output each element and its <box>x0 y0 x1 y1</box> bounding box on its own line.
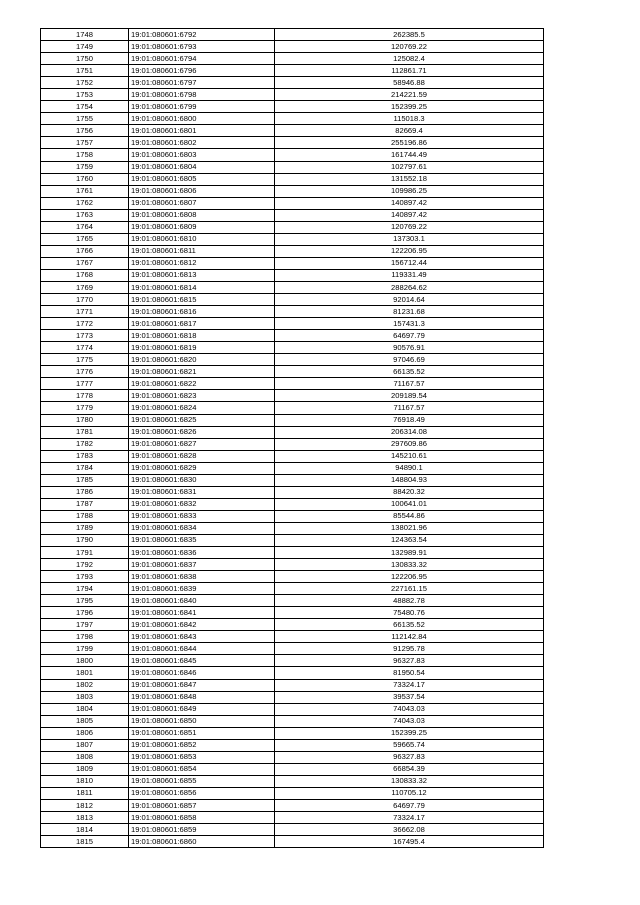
row-number-cell: 1762 <box>41 197 129 209</box>
value-cell: 297609.86 <box>275 438 544 450</box>
cadastral-number-cell: 19:01:080601:6841 <box>129 607 275 619</box>
row-number-cell: 1805 <box>41 715 129 727</box>
value-cell: 97046.69 <box>275 354 544 366</box>
value-cell: 124363.54 <box>275 534 544 546</box>
value-cell: 152399.25 <box>275 727 544 739</box>
value-cell: 130833.32 <box>275 775 544 787</box>
row-number-cell: 1800 <box>41 655 129 667</box>
cadastral-number-cell: 19:01:080601:6803 <box>129 149 275 161</box>
value-cell: 90576.91 <box>275 342 544 354</box>
table-row <box>41 631 544 643</box>
row-number-cell: 1796 <box>41 607 129 619</box>
row-number-cell: 1770 <box>41 294 129 306</box>
cadastral-number-cell: 19:01:080601:6837 <box>129 559 275 571</box>
table-row <box>41 812 544 824</box>
row-number-cell: 1771 <box>41 306 129 318</box>
value-cell: 209189.54 <box>275 390 544 402</box>
table-row <box>41 522 544 534</box>
table-row <box>41 787 544 799</box>
cadastral-number-cell: 19:01:080601:6835 <box>129 534 275 546</box>
cadastral-number-cell: 19:01:080601:6818 <box>129 330 275 342</box>
table-row <box>41 751 544 763</box>
row-number-cell: 1802 <box>41 679 129 691</box>
table-row <box>41 739 544 751</box>
cadastral-number-cell: 19:01:080601:6806 <box>129 185 275 197</box>
row-number-cell: 1810 <box>41 775 129 787</box>
cadastral-number-cell: 19:01:080601:6854 <box>129 763 275 775</box>
row-number-cell: 1780 <box>41 414 129 426</box>
cadastral-number-cell: 19:01:080601:6848 <box>129 691 275 703</box>
row-number-cell: 1766 <box>41 245 129 257</box>
value-cell: 131552.18 <box>275 173 544 185</box>
row-number-cell: 1757 <box>41 137 129 149</box>
value-cell: 130833.32 <box>275 559 544 571</box>
row-number-cell: 1790 <box>41 534 129 546</box>
value-cell: 132989.91 <box>275 547 544 559</box>
cadastral-number-cell: 19:01:080601:6809 <box>129 221 275 233</box>
row-number-cell: 1784 <box>41 462 129 474</box>
value-cell: 120769.22 <box>275 41 544 53</box>
cadastral-number-cell: 19:01:080601:6852 <box>129 739 275 751</box>
data-table <box>40 28 544 848</box>
table-row <box>41 113 544 125</box>
cadastral-number-cell: 19:01:080601:6840 <box>129 595 275 607</box>
cadastral-number-cell: 19:01:080601:6801 <box>129 125 275 137</box>
row-number-cell: 1756 <box>41 125 129 137</box>
table-row <box>41 426 544 438</box>
value-cell: 74043.03 <box>275 703 544 715</box>
cadastral-number-cell: 19:01:080601:6860 <box>129 836 275 848</box>
row-number-cell: 1776 <box>41 366 129 378</box>
value-cell: 81950.54 <box>275 667 544 679</box>
row-number-cell: 1786 <box>41 486 129 498</box>
table-row <box>41 257 544 269</box>
table-row <box>41 534 544 546</box>
table-row <box>41 655 544 667</box>
value-cell: 76918.49 <box>275 414 544 426</box>
cadastral-number-cell: 19:01:080601:6828 <box>129 450 275 462</box>
table-row <box>41 510 544 522</box>
value-cell: 161744.49 <box>275 149 544 161</box>
table-row <box>41 727 544 739</box>
cadastral-number-cell: 19:01:080601:6847 <box>129 679 275 691</box>
table-row <box>41 77 544 89</box>
value-cell: 137303.1 <box>275 233 544 245</box>
row-number-cell: 1751 <box>41 65 129 77</box>
cadastral-number-cell: 19:01:080601:6830 <box>129 474 275 486</box>
row-number-cell: 1785 <box>41 474 129 486</box>
table-row <box>41 402 544 414</box>
cadastral-number-cell: 19:01:080601:6833 <box>129 510 275 522</box>
row-number-cell: 1767 <box>41 257 129 269</box>
row-number-cell: 1772 <box>41 318 129 330</box>
table-row <box>41 438 544 450</box>
cadastral-number-cell: 19:01:080601:6804 <box>129 161 275 173</box>
value-cell: 152399.25 <box>275 101 544 113</box>
value-cell: 167495.4 <box>275 836 544 848</box>
value-cell: 85544.86 <box>275 510 544 522</box>
table-row <box>41 703 544 715</box>
cadastral-number-cell: 19:01:080601:6836 <box>129 547 275 559</box>
cadastral-number-cell: 19:01:080601:6846 <box>129 667 275 679</box>
value-cell: 74043.03 <box>275 715 544 727</box>
value-cell: 262385.5 <box>275 29 544 41</box>
row-number-cell: 1750 <box>41 53 129 65</box>
cadastral-number-cell: 19:01:080601:6844 <box>129 643 275 655</box>
table-row <box>41 474 544 486</box>
row-number-cell: 1749 <box>41 41 129 53</box>
cadastral-number-cell: 19:01:080601:6814 <box>129 281 275 293</box>
value-cell: 119331.49 <box>275 269 544 281</box>
row-number-cell: 1807 <box>41 739 129 751</box>
cadastral-number-cell: 19:01:080601:6850 <box>129 715 275 727</box>
value-cell: 112142.84 <box>275 631 544 643</box>
row-number-cell: 1797 <box>41 619 129 631</box>
cadastral-number-cell: 19:01:080601:6823 <box>129 390 275 402</box>
cadastral-number-cell: 19:01:080601:6822 <box>129 378 275 390</box>
value-cell: 115018.3 <box>275 113 544 125</box>
table-row <box>41 269 544 281</box>
value-cell: 125082.4 <box>275 53 544 65</box>
value-cell: 112861.71 <box>275 65 544 77</box>
cadastral-number-cell: 19:01:080601:6812 <box>129 257 275 269</box>
table-row <box>41 667 544 679</box>
row-number-cell: 1753 <box>41 89 129 101</box>
row-number-cell: 1813 <box>41 812 129 824</box>
row-number-cell: 1773 <box>41 330 129 342</box>
table-row <box>41 486 544 498</box>
row-number-cell: 1775 <box>41 354 129 366</box>
table-row <box>41 197 544 209</box>
row-number-cell: 1754 <box>41 101 129 113</box>
row-number-cell: 1793 <box>41 571 129 583</box>
row-number-cell: 1804 <box>41 703 129 715</box>
cadastral-number-cell: 19:01:080601:6797 <box>129 77 275 89</box>
cadastral-number-cell: 19:01:080601:6829 <box>129 462 275 474</box>
cadastral-number-cell: 19:01:080601:6800 <box>129 113 275 125</box>
cadastral-number-cell: 19:01:080601:6819 <box>129 342 275 354</box>
value-cell: 145210.61 <box>275 450 544 462</box>
value-cell: 140897.42 <box>275 209 544 221</box>
cadastral-number-cell: 19:01:080601:6851 <box>129 727 275 739</box>
cadastral-number-cell: 19:01:080601:6842 <box>129 619 275 631</box>
value-cell: 66135.52 <box>275 619 544 631</box>
value-cell: 81231.68 <box>275 306 544 318</box>
cadastral-number-cell: 19:01:080601:6858 <box>129 812 275 824</box>
value-cell: 88420.32 <box>275 486 544 498</box>
cadastral-number-cell: 19:01:080601:6815 <box>129 294 275 306</box>
table-row <box>41 390 544 402</box>
row-number-cell: 1794 <box>41 583 129 595</box>
cadastral-number-cell: 19:01:080601:6807 <box>129 197 275 209</box>
row-number-cell: 1781 <box>41 426 129 438</box>
value-cell: 122206.95 <box>275 571 544 583</box>
table-row <box>41 342 544 354</box>
table-row <box>41 414 544 426</box>
value-cell: 71167.57 <box>275 402 544 414</box>
row-number-cell: 1806 <box>41 727 129 739</box>
table-row <box>41 354 544 366</box>
row-number-cell: 1759 <box>41 161 129 173</box>
cadastral-number-cell: 19:01:080601:6805 <box>129 173 275 185</box>
row-number-cell: 1769 <box>41 281 129 293</box>
value-cell: 120769.22 <box>275 221 544 233</box>
cadastral-number-cell: 19:01:080601:6810 <box>129 233 275 245</box>
row-number-cell: 1801 <box>41 667 129 679</box>
value-cell: 109986.25 <box>275 185 544 197</box>
row-number-cell: 1783 <box>41 450 129 462</box>
row-number-cell: 1811 <box>41 787 129 799</box>
table-row <box>41 547 544 559</box>
value-cell: 75480.76 <box>275 607 544 619</box>
cadastral-number-cell: 19:01:080601:6831 <box>129 486 275 498</box>
row-number-cell: 1812 <box>41 800 129 812</box>
cadastral-number-cell: 19:01:080601:6857 <box>129 800 275 812</box>
row-number-cell: 1788 <box>41 510 129 522</box>
cadastral-number-cell: 19:01:080601:6802 <box>129 137 275 149</box>
cadastral-number-cell: 19:01:080601:6811 <box>129 245 275 257</box>
value-cell: 288264.62 <box>275 281 544 293</box>
table-row <box>41 221 544 233</box>
table-row <box>41 137 544 149</box>
table-row <box>41 318 544 330</box>
cadastral-number-cell: 19:01:080601:6849 <box>129 703 275 715</box>
table-row <box>41 161 544 173</box>
table-row <box>41 378 544 390</box>
table-row <box>41 306 544 318</box>
cadastral-number-cell: 19:01:080601:6794 <box>129 53 275 65</box>
cadastral-number-cell: 19:01:080601:6796 <box>129 65 275 77</box>
table-row <box>41 330 544 342</box>
value-cell: 73324.17 <box>275 812 544 824</box>
cadastral-number-cell: 19:01:080601:6839 <box>129 583 275 595</box>
value-cell: 64697.79 <box>275 330 544 342</box>
row-number-cell: 1803 <box>41 691 129 703</box>
table-row <box>41 233 544 245</box>
row-number-cell: 1791 <box>41 547 129 559</box>
value-cell: 255196.86 <box>275 137 544 149</box>
table-row <box>41 294 544 306</box>
value-cell: 59665.74 <box>275 739 544 751</box>
value-cell: 66135.52 <box>275 366 544 378</box>
row-number-cell: 1758 <box>41 149 129 161</box>
cadastral-number-cell: 19:01:080601:6853 <box>129 751 275 763</box>
value-cell: 36662.08 <box>275 824 544 836</box>
table-row <box>41 559 544 571</box>
table-row <box>41 101 544 113</box>
table-row <box>41 366 544 378</box>
row-number-cell: 1787 <box>41 498 129 510</box>
value-cell: 64697.79 <box>275 800 544 812</box>
row-number-cell: 1809 <box>41 763 129 775</box>
cadastral-number-cell: 19:01:080601:6792 <box>129 29 275 41</box>
table-row <box>41 619 544 631</box>
cadastral-number-cell: 19:01:080601:6832 <box>129 498 275 510</box>
value-cell: 66854.39 <box>275 763 544 775</box>
cadastral-number-cell: 19:01:080601:6793 <box>129 41 275 53</box>
row-number-cell: 1814 <box>41 824 129 836</box>
row-number-cell: 1755 <box>41 113 129 125</box>
table-row <box>41 715 544 727</box>
table-row <box>41 89 544 101</box>
row-number-cell: 1761 <box>41 185 129 197</box>
table-row <box>41 691 544 703</box>
row-number-cell: 1763 <box>41 209 129 221</box>
value-cell: 138021.96 <box>275 522 544 534</box>
cadastral-number-cell: 19:01:080601:6816 <box>129 306 275 318</box>
row-number-cell: 1764 <box>41 221 129 233</box>
value-cell: 71167.57 <box>275 378 544 390</box>
table-row <box>41 836 544 848</box>
table-row <box>41 775 544 787</box>
value-cell: 214221.59 <box>275 89 544 101</box>
cadastral-number-cell: 19:01:080601:6843 <box>129 631 275 643</box>
table-row <box>41 571 544 583</box>
value-cell: 140897.42 <box>275 197 544 209</box>
cadastral-number-cell: 19:01:080601:6824 <box>129 402 275 414</box>
row-number-cell: 1779 <box>41 402 129 414</box>
table-row <box>41 583 544 595</box>
cadastral-number-cell: 19:01:080601:6856 <box>129 787 275 799</box>
row-number-cell: 1748 <box>41 29 129 41</box>
table-row <box>41 679 544 691</box>
row-number-cell: 1789 <box>41 522 129 534</box>
table-row <box>41 65 544 77</box>
value-cell: 110705.12 <box>275 787 544 799</box>
table-row <box>41 450 544 462</box>
table-row <box>41 763 544 775</box>
row-number-cell: 1765 <box>41 233 129 245</box>
cadastral-number-cell: 19:01:080601:6813 <box>129 269 275 281</box>
row-number-cell: 1795 <box>41 595 129 607</box>
table-row <box>41 824 544 836</box>
table-row <box>41 29 544 41</box>
cadastral-number-cell: 19:01:080601:6855 <box>129 775 275 787</box>
value-cell: 227161.15 <box>275 583 544 595</box>
table-row <box>41 185 544 197</box>
cadastral-number-cell: 19:01:080601:6799 <box>129 101 275 113</box>
value-cell: 102797.61 <box>275 161 544 173</box>
table-row <box>41 41 544 53</box>
row-number-cell: 1815 <box>41 836 129 848</box>
cadastral-number-cell: 19:01:080601:6845 <box>129 655 275 667</box>
value-cell: 157431.3 <box>275 318 544 330</box>
cadastral-number-cell: 19:01:080601:6838 <box>129 571 275 583</box>
value-cell: 96327.83 <box>275 751 544 763</box>
row-number-cell: 1777 <box>41 378 129 390</box>
table-row <box>41 281 544 293</box>
row-number-cell: 1782 <box>41 438 129 450</box>
value-cell: 96327.83 <box>275 655 544 667</box>
row-number-cell: 1798 <box>41 631 129 643</box>
cadastral-number-cell: 19:01:080601:6826 <box>129 426 275 438</box>
cadastral-number-cell: 19:01:080601:6827 <box>129 438 275 450</box>
value-cell: 48882.78 <box>275 595 544 607</box>
row-number-cell: 1752 <box>41 77 129 89</box>
table-row <box>41 800 544 812</box>
table-row <box>41 209 544 221</box>
table-row <box>41 607 544 619</box>
row-number-cell: 1768 <box>41 269 129 281</box>
cadastral-number-cell: 19:01:080601:6798 <box>129 89 275 101</box>
cadastral-number-cell: 19:01:080601:6820 <box>129 354 275 366</box>
value-cell: 148804.93 <box>275 474 544 486</box>
row-number-cell: 1792 <box>41 559 129 571</box>
table-row <box>41 53 544 65</box>
table-row <box>41 498 544 510</box>
table-row <box>41 173 544 185</box>
row-number-cell: 1774 <box>41 342 129 354</box>
cadastral-number-cell: 19:01:080601:6817 <box>129 318 275 330</box>
cadastral-number-cell: 19:01:080601:6825 <box>129 414 275 426</box>
value-cell: 156712.44 <box>275 257 544 269</box>
table-row <box>41 462 544 474</box>
cadastral-number-cell: 19:01:080601:6859 <box>129 824 275 836</box>
value-cell: 122206.95 <box>275 245 544 257</box>
data-table-body <box>41 29 544 848</box>
table-row <box>41 125 544 137</box>
value-cell: 91295.78 <box>275 643 544 655</box>
row-number-cell: 1778 <box>41 390 129 402</box>
value-cell: 39537.54 <box>275 691 544 703</box>
value-cell: 100641.01 <box>275 498 544 510</box>
cadastral-number-cell: 19:01:080601:6808 <box>129 209 275 221</box>
table-row <box>41 149 544 161</box>
value-cell: 94890.1 <box>275 462 544 474</box>
value-cell: 73324.17 <box>275 679 544 691</box>
cadastral-number-cell: 19:01:080601:6834 <box>129 522 275 534</box>
value-cell: 92014.64 <box>275 294 544 306</box>
table-row <box>41 595 544 607</box>
value-cell: 206314.08 <box>275 426 544 438</box>
row-number-cell: 1760 <box>41 173 129 185</box>
row-number-cell: 1808 <box>41 751 129 763</box>
table-row <box>41 245 544 257</box>
value-cell: 58946.88 <box>275 77 544 89</box>
cadastral-number-cell: 19:01:080601:6821 <box>129 366 275 378</box>
row-number-cell: 1799 <box>41 643 129 655</box>
table-row <box>41 643 544 655</box>
value-cell: 82669.4 <box>275 125 544 137</box>
